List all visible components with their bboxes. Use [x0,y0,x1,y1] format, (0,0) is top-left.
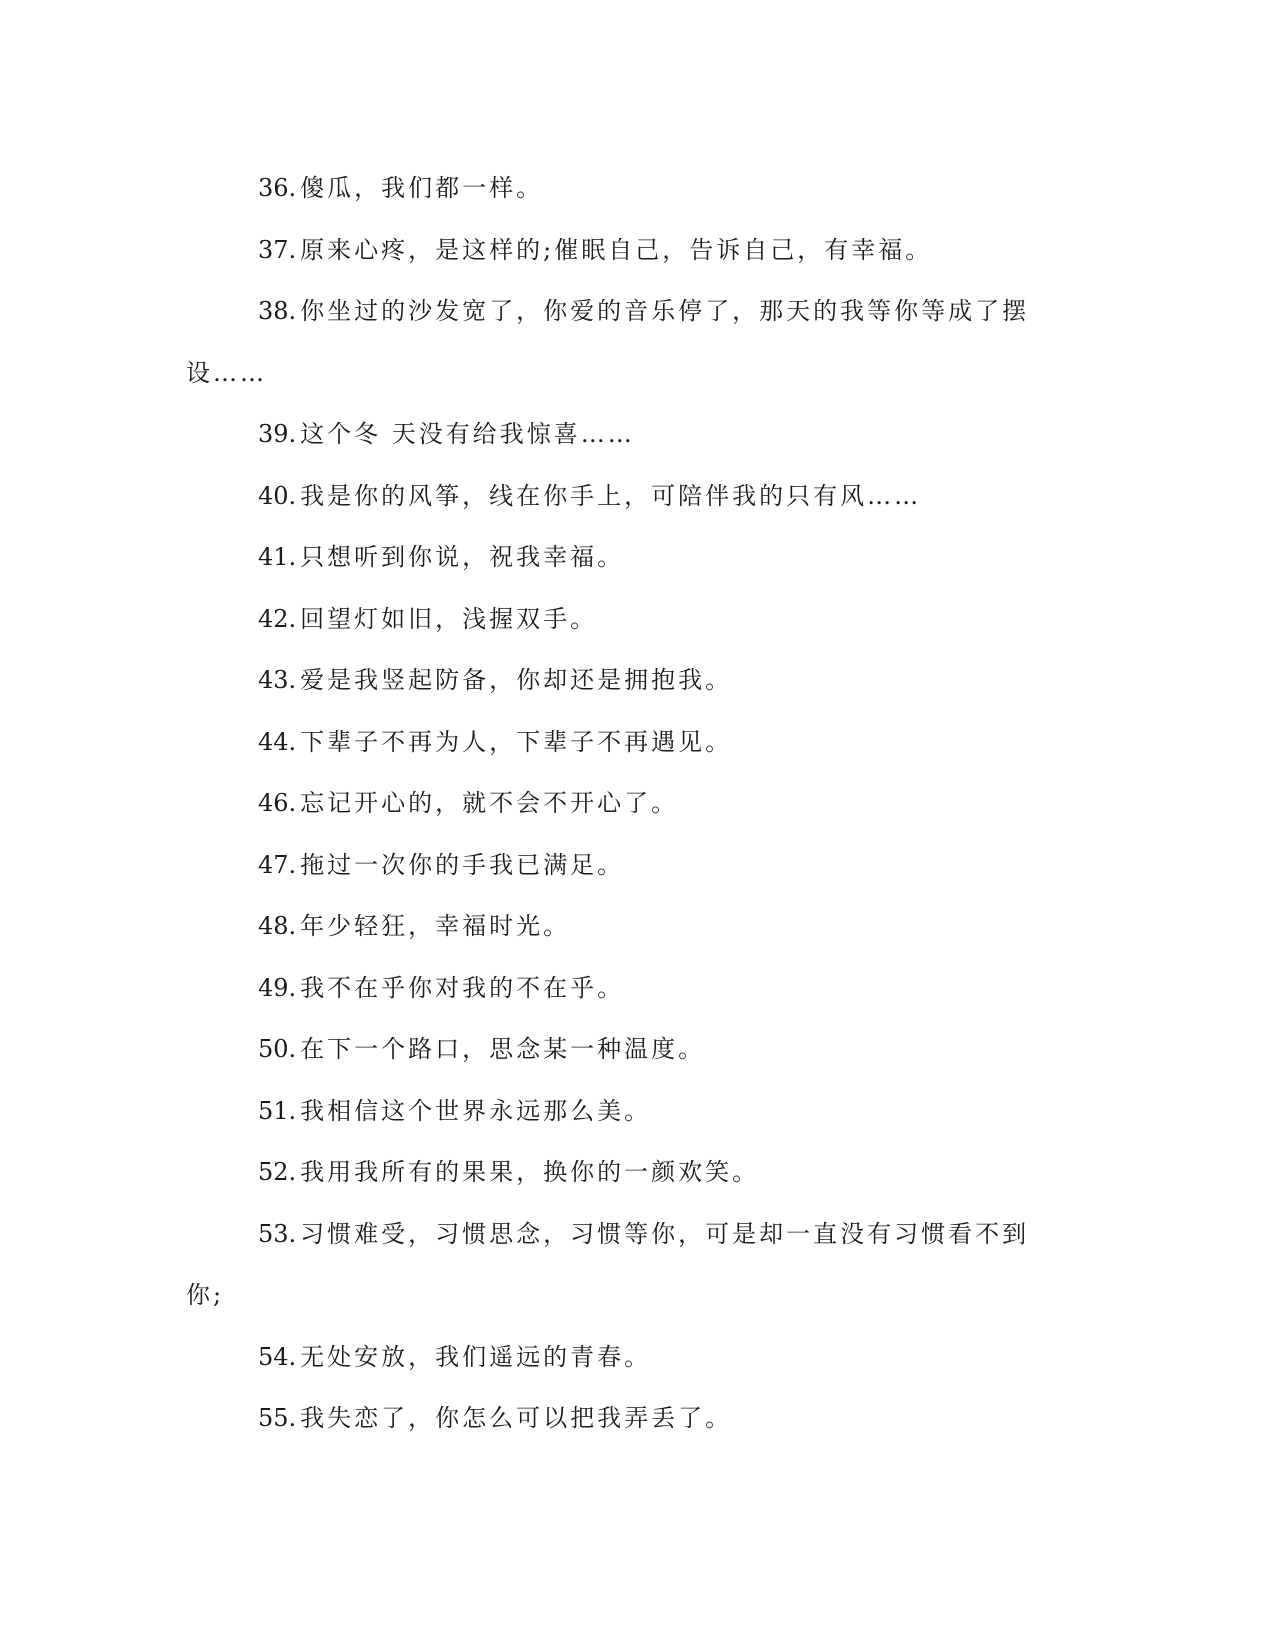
list-item [186,712,1046,774]
item-number: 42. [258,604,297,633]
list-item [186,281,1046,404]
item-number: 38. [258,297,297,325]
list-item [186,958,1046,1020]
item-text: 拖过一次你的手我已满足。 [300,850,625,879]
list-item [186,220,1046,282]
item-number: 52. [258,1158,297,1186]
list-item [186,527,1046,589]
item-text: 我用我所有的果果，换你的一颜欢笑。 [300,1158,760,1186]
item-number: 47. [258,850,297,879]
item-text: 无处安放，我们遥远的青春。 [300,1342,652,1371]
item-number: 41. [258,543,297,571]
item-number: 55. [258,1404,297,1432]
list-item [186,1081,1046,1143]
list-item [186,835,1046,897]
item-number: 51. [258,1096,297,1125]
item-number: 50. [258,1035,297,1063]
item-text: 这个冬 天没有给我惊喜…… [300,420,635,448]
item-text: 原来心疼，是这样的;催眠自己，告诉自己，有幸福。 [300,235,933,264]
item-text: 我不在乎你对我的不在乎。 [300,973,625,1002]
item-text: 傻瓜，我们都一样。 [300,174,544,202]
list-item [186,1327,1046,1389]
item-number: 46. [258,789,297,817]
list-item [186,1142,1046,1204]
list-item [186,158,1046,220]
list-item [186,1388,1046,1450]
item-text: 我相信这个世界永远那么美。 [300,1096,652,1125]
item-text: 在下一个路口，思念某一种温度。 [300,1035,706,1063]
item-number: 40. [258,481,297,510]
item-number: 53. [258,1219,297,1248]
item-text: 你坐过的沙发宽了，你爱的音乐停了，那天的我等你等成了摆设…… [186,297,1030,387]
list-item [186,650,1046,712]
item-text: 忘记开心的，就不会不开心了。 [300,789,679,817]
item-text: 下辈子不再为人，下辈子不再遇见。 [300,727,733,756]
item-text: 我失恋了，你怎么可以把我弄丢了。 [300,1404,733,1432]
item-text: 爱是我竖起防备，你却还是拥抱我。 [300,666,733,694]
item-number: 54. [258,1342,297,1371]
item-number: 43. [258,666,297,694]
list-item [186,589,1046,651]
item-number: 48. [258,912,297,940]
list-item [186,466,1046,528]
list-item [186,896,1046,958]
item-text: 只想听到你说，祝我幸福。 [300,543,625,571]
item-number: 44. [258,727,297,756]
list-item [186,404,1046,466]
item-number: 36. [258,174,297,202]
item-text: 习惯难受，习惯思念，习惯等你，可是却一直没有习惯看不到你; [186,1219,1030,1309]
item-text: 我是你的风筝，线在你手上，可陪伴我的只有风…… [300,481,922,510]
item-text: 回望灯如旧，浅握双手。 [300,604,598,633]
list-item [186,773,1046,835]
item-number: 39. [258,420,297,448]
list-item [186,1204,1046,1327]
list-item [186,1019,1046,1081]
item-number: 37. [258,235,297,264]
document-body [186,158,1046,1450]
item-text: 年少轻狂，幸福时光。 [300,912,571,940]
item-number: 49. [258,973,297,1002]
